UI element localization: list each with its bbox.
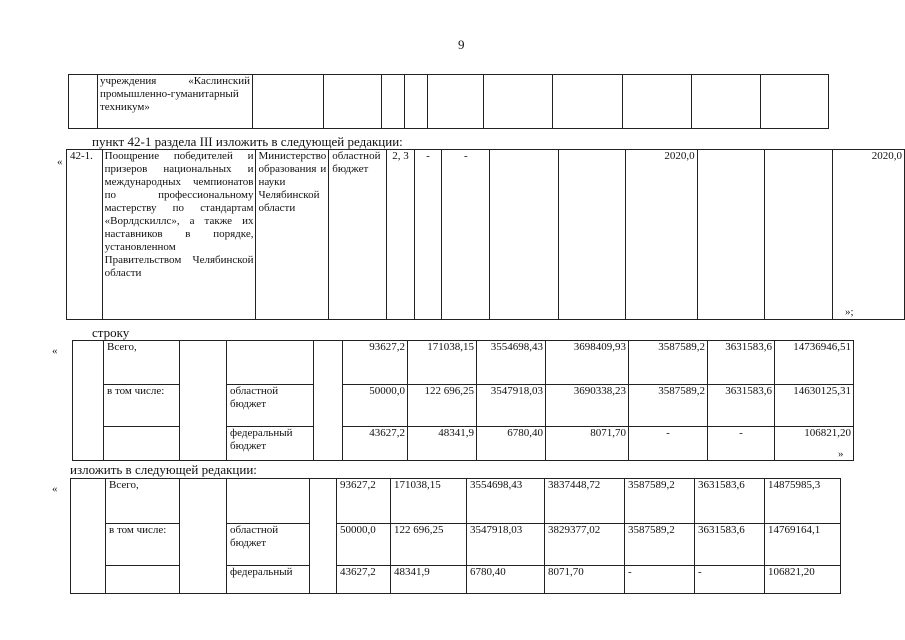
label-including: в том числе: <box>106 524 180 566</box>
new-regional-value-7: 14769164,1 <box>765 524 841 566</box>
item-value-2020: 2020,0 <box>626 150 697 320</box>
new-total-value-5: 3587589,2 <box>625 479 695 524</box>
regional-value-4: 3690338,23 <box>546 385 629 427</box>
new-federal-value-5: - <box>625 566 695 594</box>
item-dash-2: - <box>442 150 490 320</box>
new-total-value-7: 14875985,3 <box>765 479 841 524</box>
new-federal-value-4: 8071,70 <box>545 566 625 594</box>
new-federal-value-1: 43627,2 <box>337 566 391 594</box>
item-number: 42-1. <box>67 150 103 320</box>
regional-value-5: 3587589,2 <box>629 385 708 427</box>
item-total: 2020,0 <box>832 150 904 320</box>
new-regional-value-1: 50000,0 <box>337 524 391 566</box>
new-total-value-6: 3631583,6 <box>695 479 765 524</box>
new-regional-value-3: 3547918,03 <box>467 524 545 566</box>
total-value-1: 93627,2 <box>343 341 408 385</box>
item-executor: Министерство образования и науки Челябинской области <box>256 150 329 320</box>
regional-value-1: 50000,0 <box>343 385 408 427</box>
new-total-value-3: 3554698,43 <box>467 479 545 524</box>
label-total: Всего, <box>106 479 180 524</box>
new-regional-value-5: 3587589,2 <box>625 524 695 566</box>
table-totals-old <box>72 340 854 461</box>
total-value-7: 14736946,51 <box>775 341 854 385</box>
close-quote: »; <box>845 306 854 318</box>
open-quote: « <box>52 345 58 357</box>
section-heading-row: строку <box>92 325 130 340</box>
regional-value-2: 122 696,25 <box>408 385 477 427</box>
close-quote: » <box>838 448 844 460</box>
label-total: Всего, <box>104 341 180 385</box>
regional-value-7: 14630125,31 <box>775 385 854 427</box>
federal-value-7: 106821,20 <box>775 427 854 461</box>
total-value-5: 3587589,2 <box>629 341 708 385</box>
federal-value-4: 8071,70 <box>546 427 629 461</box>
federal-value-3: 6780,40 <box>477 427 546 461</box>
new-total-value-1: 93627,2 <box>337 479 391 524</box>
item-tasks: 2, 3 <box>387 150 415 320</box>
new-federal-value-3: 6780,40 <box>467 566 545 594</box>
new-total-value-4: 3837448,72 <box>545 479 625 524</box>
item-source: областной бюджет <box>329 150 387 320</box>
label-including: в том числе: <box>104 385 180 427</box>
federal-value-6: - <box>708 427 775 461</box>
new-federal-value-7: 106821,20 <box>765 566 841 594</box>
label-regional-budget: областной бюджет <box>227 524 310 566</box>
institution-name: учреждения «Каслинский промышленно-гуманитарный техникум» <box>98 75 253 129</box>
open-quote: « <box>57 156 63 168</box>
federal-value-2: 48341,9 <box>408 427 477 461</box>
item-dash-1: - <box>414 150 442 320</box>
regional-value-6: 3631583,6 <box>708 385 775 427</box>
table-item-42-1 <box>66 149 905 320</box>
total-value-4: 3698409,93 <box>546 341 629 385</box>
page-number: 9 <box>458 37 465 52</box>
new-federal-value-6: - <box>695 566 765 594</box>
open-quote: « <box>52 483 58 495</box>
regional-value-3: 3547918,03 <box>477 385 546 427</box>
federal-value-1: 43627,2 <box>343 427 408 461</box>
total-value-6: 3631583,6 <box>708 341 775 385</box>
section-heading-new: изложить в следующей редакции: <box>70 462 257 477</box>
total-value-3: 3554698,43 <box>477 341 546 385</box>
label-federal: федеральный <box>227 566 310 594</box>
new-total-value-2: 171038,15 <box>391 479 467 524</box>
section-heading-item-42-1: пункт 42-1 раздела III изложить в следующей редакции: <box>92 134 403 149</box>
table-totals-new <box>70 478 841 594</box>
federal-value-5: - <box>629 427 708 461</box>
new-regional-value-4: 3829377,02 <box>545 524 625 566</box>
item-name: Поощрение победителей и призеров национальных и международных чемпионатов по профессиональному мастерству по стандартам «Ворлдскиллс», а также их наставников в порядке, установленном Правительством Челябинской области <box>102 150 256 320</box>
total-value-2: 171038,15 <box>408 341 477 385</box>
new-regional-value-2: 122 696,25 <box>391 524 467 566</box>
table-fragment-top <box>68 74 829 129</box>
new-regional-value-6: 3631583,6 <box>695 524 765 566</box>
label-regional-budget: областной бюджет <box>227 385 314 427</box>
label-federal-budget: федеральный бюджет <box>227 427 314 461</box>
new-federal-value-2: 48341,9 <box>391 566 467 594</box>
